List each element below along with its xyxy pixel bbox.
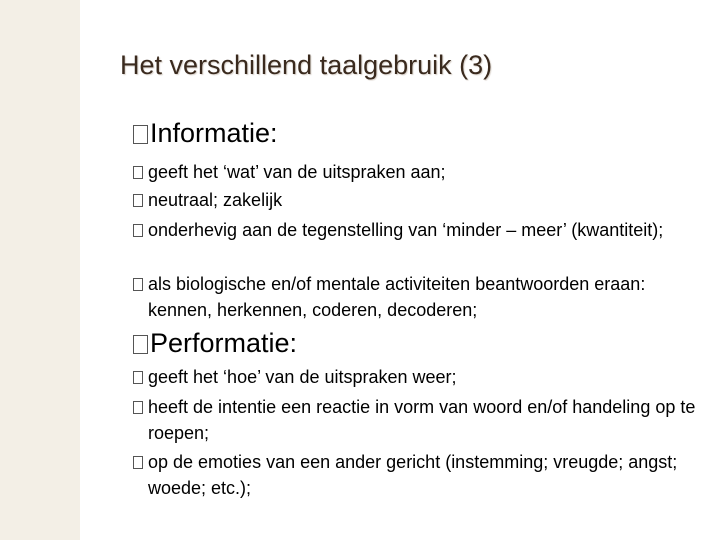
missing-glyph-icon bbox=[133, 456, 143, 469]
bullet-item bbox=[133, 217, 703, 243]
section-heading-label: Performatie: bbox=[150, 328, 298, 358]
section-heading-informatie bbox=[133, 118, 278, 149]
bullet-item bbox=[133, 159, 703, 185]
bullet-text: neutraal; zakelijk bbox=[148, 190, 283, 210]
section-heading-label: Informatie: bbox=[150, 118, 278, 148]
bullet-text: geeft het ‘wat’ van de uitspraken aan; bbox=[148, 162, 446, 182]
missing-glyph-icon bbox=[133, 166, 143, 179]
section-heading-performatie bbox=[133, 328, 297, 359]
bullet-text: als biologische en/of mentale activiteiten beantwoorden eraan: kennen, herkennen, coderen, decoderen; bbox=[148, 274, 646, 320]
bullet-item bbox=[133, 394, 703, 446]
missing-glyph-icon bbox=[133, 194, 143, 207]
missing-glyph-icon bbox=[133, 371, 143, 384]
bullet-item bbox=[133, 449, 703, 501]
bullet-text: op de emoties van een ander gericht (instemming; vreugde; angst; woede; etc.); bbox=[148, 452, 678, 498]
bullet-item bbox=[133, 187, 703, 213]
missing-glyph-icon bbox=[133, 278, 143, 291]
missing-glyph-icon bbox=[133, 224, 143, 237]
slide-title: Het verschillend taalgebruik (3) bbox=[120, 50, 493, 80]
left-decorative-band bbox=[0, 0, 80, 540]
missing-glyph-icon bbox=[133, 401, 143, 414]
bullet-item bbox=[133, 271, 703, 323]
missing-glyph-icon bbox=[133, 125, 148, 144]
bullet-text: geeft het ‘hoe’ van de uitspraken weer; bbox=[148, 367, 457, 387]
bullet-text: onderhevig aan de tegenstelling van ‘minder – meer’ (kwantiteit); bbox=[148, 220, 664, 240]
bullet-item bbox=[133, 364, 703, 390]
missing-glyph-icon bbox=[133, 335, 148, 354]
bullet-text: heeft de intentie een reactie in vorm van woord en/of handeling op te roepen; bbox=[148, 397, 696, 443]
